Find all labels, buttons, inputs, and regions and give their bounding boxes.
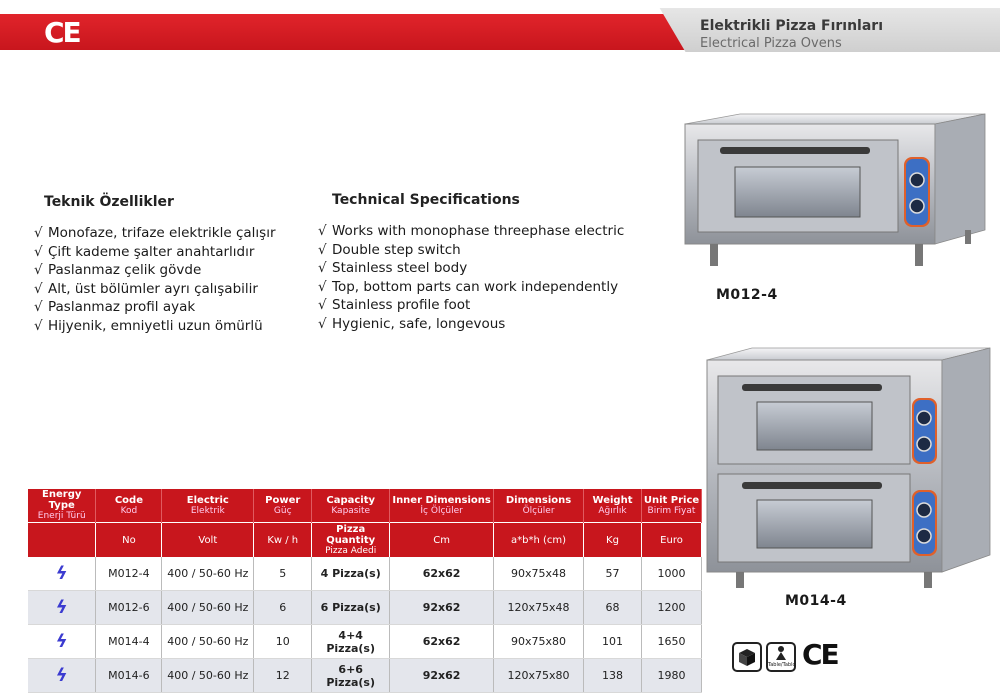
power-cell: 5 (254, 557, 312, 591)
code-cell: M014-4 (96, 625, 162, 659)
subheader-capacity: Pizza Quantity Pizza Adedi (312, 523, 390, 558)
check-icon: √ (318, 297, 327, 314)
capacity-cell: 6+6 Pizza(s) (312, 659, 390, 693)
power-cell: 12 (254, 659, 312, 693)
spec-item: √ Double step switch (318, 241, 461, 258)
check-icon: √ (318, 278, 327, 295)
single-deck-oven-image (680, 112, 990, 274)
check-icon: √ (34, 243, 43, 260)
col-header-dimensions: Dimensions Ölçüler (494, 489, 584, 523)
volt-cell: 400 / 50-60 Hz (162, 625, 254, 659)
subheader-code: No (96, 523, 162, 558)
spec-heading-english: Technical Specifications (332, 192, 520, 208)
spec-item: √ Stainless profile foot (318, 297, 471, 314)
lightning-bolt-icon: ϟ (55, 597, 68, 618)
weight-cell: 68 (584, 591, 642, 625)
check-icon: √ (318, 315, 327, 332)
energy-cell (28, 659, 96, 693)
subheader-inner: Cm (390, 523, 494, 558)
ce-mark-footer: CE (802, 638, 838, 671)
price-spec-table (28, 489, 702, 693)
energy-cell (28, 557, 96, 591)
check-icon: √ (34, 317, 43, 334)
spec-item: √ Paslanmaz çelik gövde (34, 262, 202, 279)
product-label-single: M012-4 (716, 287, 778, 303)
product-label-double: M014-4 (785, 593, 847, 609)
subheader-dimensions: a*b*h (cm) (494, 523, 584, 558)
col-header-capacity: Capacity Kapasite (312, 489, 390, 523)
check-icon: √ (34, 225, 43, 241)
spec-item: √ Hijyenik, emniyetli uzun ömürlü (34, 317, 263, 334)
subheader-energy (28, 523, 96, 558)
inner-cell: 92x62 (390, 591, 494, 625)
package-icon (732, 642, 762, 672)
table-row (28, 659, 702, 693)
spec-list-turkish (34, 194, 276, 336)
subheader-price: Euro (641, 523, 701, 558)
energy-cell (28, 625, 96, 659)
volt-cell: 400 / 50-60 Hz (162, 557, 254, 591)
capacity-cell: 4+4 Pizza(s) (312, 625, 390, 659)
check-icon: √ (34, 299, 43, 316)
lightning-bolt-icon: ϟ (55, 631, 68, 652)
check-icon: √ (34, 262, 43, 279)
volt-cell: 400 / 50-60 Hz (162, 591, 254, 625)
check-icon: √ (318, 241, 327, 258)
inner-cell: 62x62 (390, 625, 494, 659)
check-icon: √ (34, 280, 43, 297)
dims-cell: 90x75x80 (494, 625, 584, 659)
capacity-cell: 4 Pizza(s) (312, 557, 390, 591)
inner-cell: 92x62 (390, 659, 494, 693)
volt-cell: 400 / 50-60 Hz (162, 659, 254, 693)
subheader-electric: Volt (162, 523, 254, 558)
spec-heading-turkish: Teknik Özellikler (44, 194, 174, 210)
col-header-weight: Weight Ağırlık (584, 489, 642, 523)
dims-cell: 90x75x48 (494, 557, 584, 591)
lightning-bolt-icon: ϟ (55, 563, 68, 584)
col-header-unit-price: Unit Price Birim Fiyat (641, 489, 701, 523)
inner-cell: 62x62 (390, 557, 494, 591)
col-header-code: Code Kod (96, 489, 162, 523)
lightning-bolt-icon: ϟ (55, 665, 68, 686)
capacity-cell: 6 Pizza(s) (312, 591, 390, 625)
header-red-band (0, 14, 700, 50)
dims-cell: 120x75x48 (494, 591, 584, 625)
weight-cell: 57 (584, 557, 642, 591)
spec-list-english (318, 192, 624, 334)
price-cell: 1980 (641, 659, 701, 693)
spec-item: √ Stainless steel body (318, 260, 468, 277)
power-cell: 10 (254, 625, 312, 659)
check-icon: √ (318, 223, 327, 239)
weight-cell: 138 (584, 659, 642, 693)
check-icon: √ (318, 260, 327, 277)
energy-cell (28, 591, 96, 625)
spec-item: √ Monofaze, trifaze elektrikle çalışır (34, 225, 276, 241)
table-row (28, 557, 702, 591)
title-english: Electrical Pizza Ovens (700, 36, 842, 51)
col-header-power: Power Güç (254, 489, 312, 523)
dims-cell: 120x75x80 (494, 659, 584, 693)
col-header-inner-dimensions: Inner Dimensions İç Ölçüler (390, 489, 494, 523)
col-header-energy: Energy Type Enerji Türü (28, 489, 96, 523)
header-banner (0, 0, 1000, 52)
weight-cell: 101 (584, 625, 642, 659)
spec-item: √ Alt, üst bölümler ayrı çalışabilir (34, 280, 258, 297)
title-turkish: Elektrikli Pizza Fırınları (700, 18, 884, 34)
table-header-row (28, 489, 702, 523)
table-subheader-row (28, 523, 702, 558)
price-cell: 1200 (641, 591, 701, 625)
spec-item: √ Works with monophase threephase electric (318, 223, 625, 239)
price-cell: 1000 (641, 557, 701, 591)
table-row (28, 625, 702, 659)
table-top-label: Table/Tablo (768, 662, 796, 668)
code-cell: M014-6 (96, 659, 162, 693)
code-cell: M012-6 (96, 591, 162, 625)
subheader-weight: Kg (584, 523, 642, 558)
spec-item: √ Çift kademe şalter anahtarlıdır (34, 243, 255, 260)
subheader-power: Kw / h (254, 523, 312, 558)
spec-item: √ Hygienic, safe, longevous (318, 315, 506, 332)
table-top-icon (766, 642, 796, 672)
ce-mark-header: CE (44, 16, 80, 49)
price-cell: 1650 (641, 625, 701, 659)
table-row (28, 591, 702, 625)
spec-item: √ Top, bottom parts can work independently (318, 278, 619, 295)
code-cell: M012-4 (96, 557, 162, 591)
spec-item: √ Paslanmaz profil ayak (34, 299, 196, 316)
power-cell: 6 (254, 591, 312, 625)
double-deck-oven-image (702, 340, 994, 592)
col-header-electric: Electric Elektrik (162, 489, 254, 523)
